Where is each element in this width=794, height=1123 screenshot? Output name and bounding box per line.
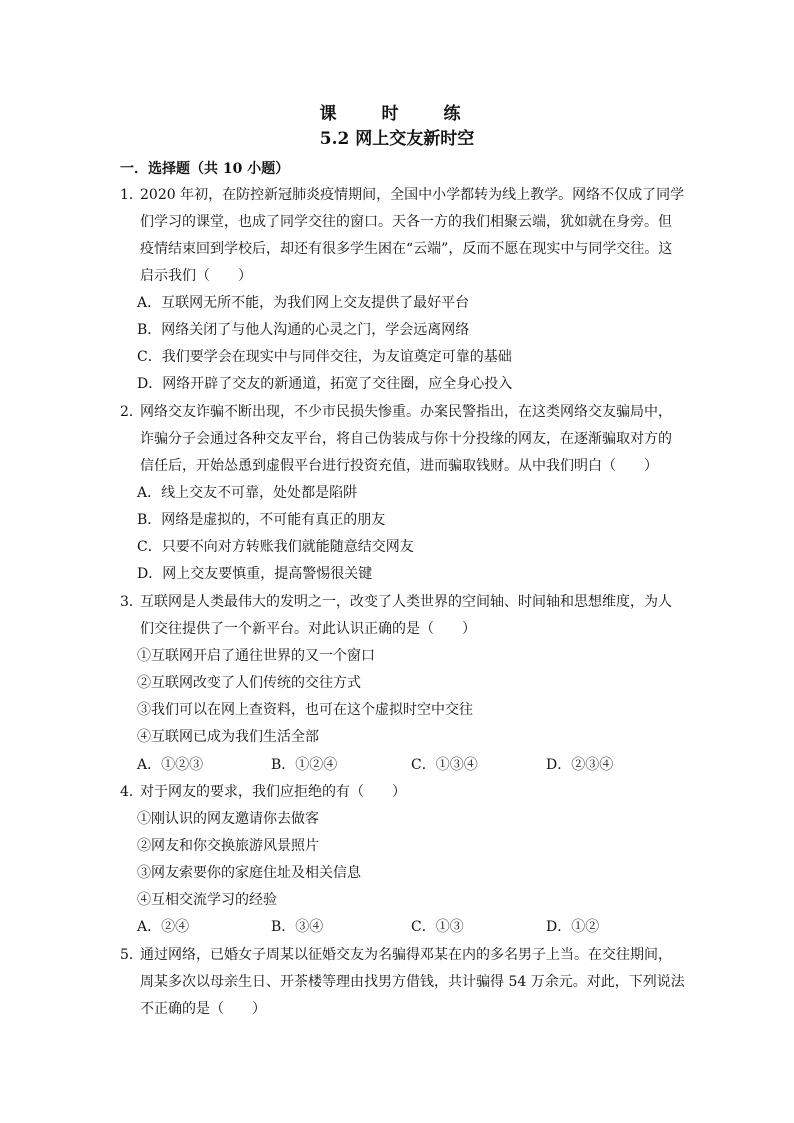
question-stem-line: 对于网友的要求，我们应拒绝的有（ ） [140,784,406,800]
option-b: B．网络关闭了与他人沟通的心灵之门，学会远离网络 [137,322,470,338]
page-subtitle: 5.2 网上交友新时空 [319,129,475,149]
question-stem-line: 周某多次以母亲生日、开茶楼等理由找男方借钱，共计骗得 54 万余元。对此，下列说法 [140,974,685,990]
question-number: 1． [120,187,143,203]
option-c: C．我们要学会在现实中与同伴交往，为友谊奠定可靠的基础 [137,349,512,365]
statement-4: ④互相交流学习的经验 [137,892,277,908]
option-b: B．③④ [271,919,324,935]
question-stem-line: 诈骗分子会通过各种交友平台，将自己伪装成与你十分投缘的网友，在逐渐骗取对方的 [140,431,672,447]
question-number: 4． [120,784,143,800]
option-c: C．①③ [411,919,464,935]
page-title: 课 时 练 [319,104,475,124]
option-a: A．线上交友不可靠，处处都是陷阱 [137,485,358,501]
question-number: 5． [120,947,143,963]
statement-1: ①互联网开启了通往世界的又一个窗口 [137,648,375,664]
question-number: 2． [120,404,143,420]
statement-2: ②网友和你交换旅游风景照片 [137,838,319,854]
option-a: A．互联网无所不能，为我们网上交友提供了最好平台 [137,295,470,311]
question-stem-line: 不正确的是（ ） [140,1001,266,1017]
question-stem-line: 2020 年初，在防控新冠肺炎疫情期间，全国中小学都转为线上教学。网络不仅成了同学 [140,187,685,203]
option-c: C．只要不向对方转账我们就能随意结交网友 [137,539,414,555]
question-stem-line: 们学习的课堂，也成了同学交往的窗口。天各一方的我们相聚云端，犹如就在身旁。但 [140,214,672,230]
option-d: D．②③④ [546,757,614,773]
statement-1: ①刚认识的网友邀请你去做客 [137,811,319,827]
option-a: A．①②③ [137,757,204,773]
question-stem-line: 们交往提供了一个新平台。对此认识正确的是（ ） [140,621,476,637]
question-stem-line: 疫情结束回到学校后，却还有很多学生困在“云端”，反而不愿在现实中与同学交往。这 [140,241,673,257]
question-number: 3． [120,594,143,610]
question-stem-line: 启示我们（ ） [140,268,252,284]
option-a: A．②④ [137,919,190,935]
question-stem-line: 互联网是人类最伟大的发明之一，改变了人类世界的空间轴、时间轴和思想维度，为人 [140,594,672,610]
option-d: D．网络开辟了交友的新通道，拓宽了交往圈，应全身心投入 [137,376,513,392]
option-b: B．①②④ [271,757,338,773]
question-stem-line: 信任后，开始怂恿到虚假平台进行投资充值，进而骗取钱财。从中我们明白（ ） [140,458,658,474]
option-c: C．①③④ [411,757,478,773]
option-b: B．网络是虚拟的，不可能有真正的朋友 [137,512,386,528]
option-d: D．网上交友要慎重，提高警惕很关键 [137,566,373,582]
statement-2: ②互联网改变了人们传统的交往方式 [137,675,361,691]
statement-3: ③我们可以在网上查资料，也可在这个虚拟时空中交往 [137,702,473,718]
section-heading: 一．选择题（共 10 小题） [120,161,290,177]
question-stem-line: 网络交友诈骗不断出现，不少市民损失惨重。办案民警指出，在这类网络交友骗局中， [140,404,672,420]
option-d: D．①② [546,919,600,935]
question-stem-line: 通过网络，已婚女子周某以征婚交友为名骗得邓某在内的多名男子上当。在交往期间， [140,947,672,963]
statement-4: ④互联网已成为我们生活全部 [137,729,319,745]
statement-3: ③网友索要你的家庭住址及相关信息 [137,865,361,881]
